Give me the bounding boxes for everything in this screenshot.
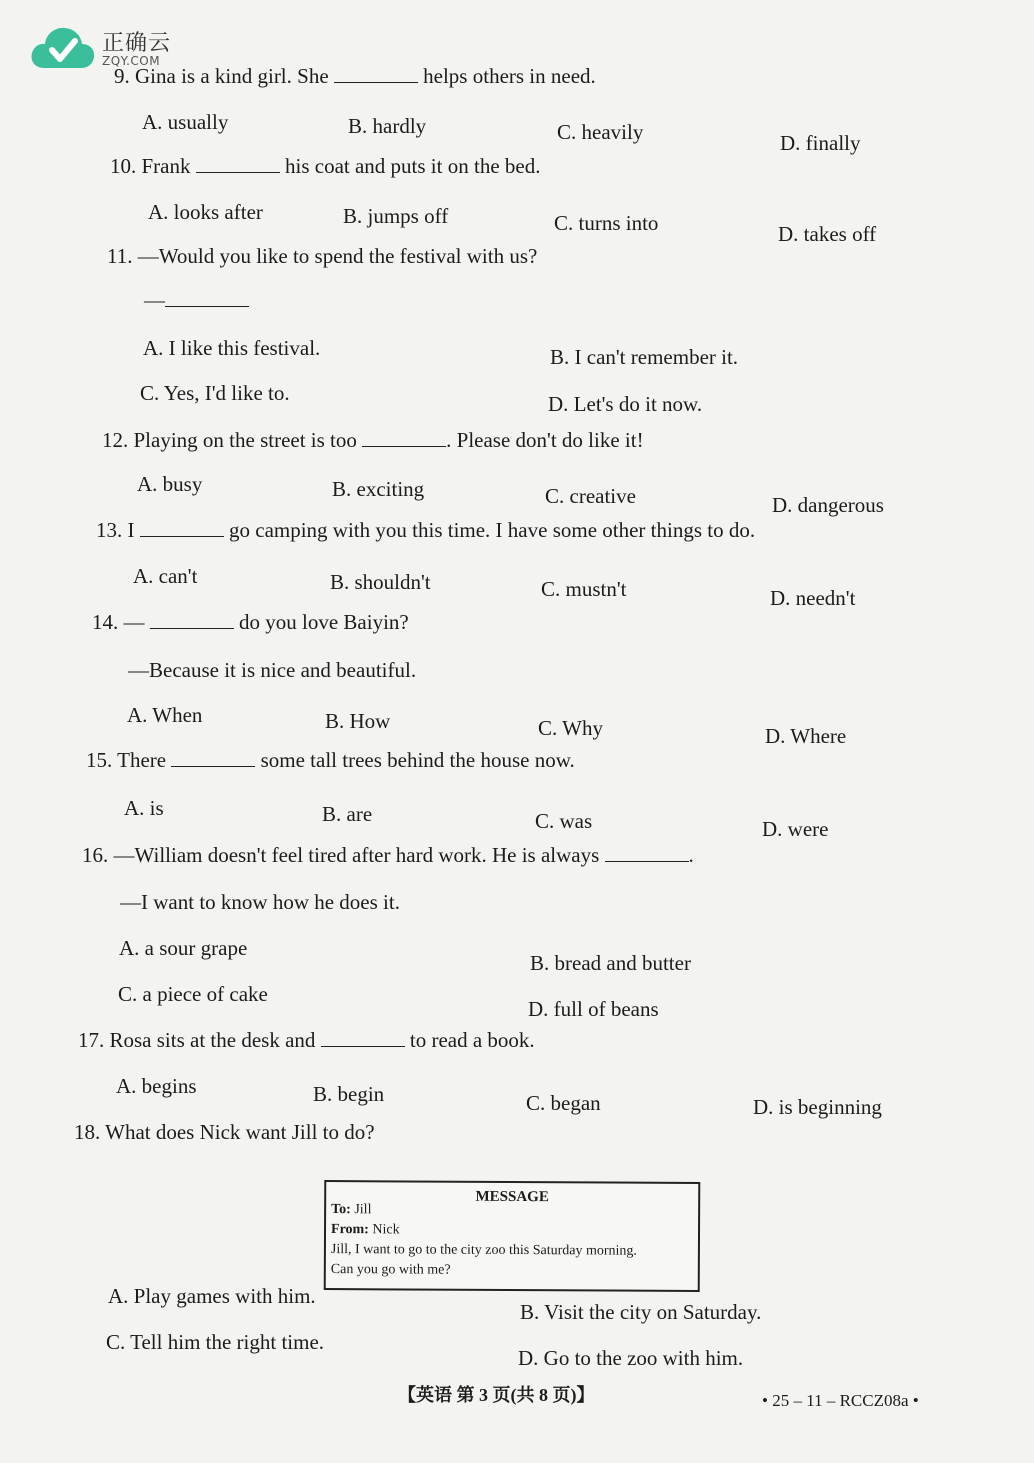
answer-blank[interactable] [196, 156, 280, 173]
question-10 [110, 156, 540, 177]
message-from [331, 1222, 400, 1238]
message-body-line: Jill, I want to go to the city zoo this Saturday morning. [330, 1242, 637, 1259]
option-a[interactable]: A. can't [133, 564, 198, 588]
question-text: go camping with you this time. I have some other things to do. [229, 518, 756, 542]
question-16-reply: —I want to know how he does it. [120, 890, 400, 914]
question-17 [78, 1030, 535, 1051]
question-number: 18. [74, 1120, 101, 1144]
option-c[interactable]: C. turns into [554, 211, 659, 235]
option-a[interactable]: A. When [127, 703, 203, 727]
question-9 [114, 66, 596, 87]
question-text: —Would you like to spend the festival with us? [137, 244, 538, 268]
message-to-label: To: [331, 1202, 351, 1218]
option-a[interactable]: A. looks after [148, 200, 263, 224]
option-d[interactable]: D. dangerous [772, 493, 884, 517]
question-text: to read a book. [409, 1028, 535, 1052]
option-b[interactable]: B. Visit the city on Saturday. [520, 1300, 762, 1324]
option-c[interactable]: C. heavily [557, 120, 644, 144]
question-text: . Please don't do like it! [446, 428, 644, 452]
question-text: . [688, 843, 694, 867]
logo-name: 正确云 [102, 31, 172, 56]
option-b[interactable]: B. exciting [332, 477, 425, 501]
question-text: There [117, 748, 167, 772]
question-number: 15. [86, 748, 113, 772]
answer-blank[interactable] [334, 66, 418, 83]
option-a[interactable]: A. Play games with him. [108, 1284, 316, 1308]
cloud-check-icon [30, 24, 96, 72]
question-15 [86, 750, 575, 771]
option-b[interactable]: B. I can't remember it. [550, 345, 739, 369]
question-number: 14. [92, 610, 119, 634]
question-text: do you love Baiyin? [239, 610, 409, 634]
option-b[interactable]: B. bread and butter [530, 951, 691, 975]
dash: — [123, 610, 145, 634]
answer-blank[interactable] [171, 750, 255, 767]
option-b[interactable]: B. jumps off [343, 204, 449, 228]
answer-blank[interactable] [605, 845, 689, 862]
option-a[interactable]: A. begins [116, 1074, 197, 1098]
option-d[interactable]: D. finally [780, 131, 861, 155]
question-text: Gina is a kind girl. She [135, 64, 329, 88]
question-16 [82, 845, 694, 866]
option-c[interactable]: C. a piece of cake [118, 982, 268, 1006]
dash: — [144, 288, 165, 312]
question-number: 11. [107, 244, 133, 268]
option-b[interactable]: B. begin [313, 1082, 385, 1106]
message-to [331, 1202, 371, 1218]
option-a[interactable]: A. busy [137, 472, 203, 496]
question-number: 16. [82, 843, 109, 867]
message-from-value: Nick [372, 1222, 400, 1238]
question-14-reply: —Because it is nice and beautiful. [128, 658, 417, 682]
question-text: his coat and puts it on the bed. [285, 154, 541, 178]
option-d[interactable]: D. Go to the zoo with him. [518, 1346, 744, 1370]
option-d[interactable]: D. were [762, 817, 829, 841]
question-text: Rosa sits at the desk and [109, 1028, 316, 1052]
message-title: MESSAGE [475, 1188, 549, 1206]
option-d[interactable]: D. Where [765, 724, 847, 748]
question-text: I [127, 518, 135, 542]
page-footer-code: • 25 – 11 – RCCZ08a • [762, 1391, 919, 1410]
option-a[interactable]: A. I like this festival. [143, 336, 321, 360]
option-d[interactable]: D. is beginning [753, 1095, 882, 1119]
question-11 [107, 246, 537, 267]
option-d[interactable]: D. takes off [778, 222, 877, 246]
question-text: Playing on the street is too [133, 428, 357, 452]
question-13 [96, 520, 755, 541]
option-d[interactable]: D. Let's do it now. [548, 392, 703, 416]
option-c[interactable]: C. was [535, 809, 593, 833]
question-text: What does Nick want Jill to do? [105, 1120, 375, 1144]
option-c[interactable]: C. creative [545, 484, 636, 508]
question-11-reply [144, 290, 249, 311]
message-from-label: From: [330, 1222, 369, 1238]
option-c[interactable]: C. Tell him the right time. [106, 1330, 325, 1354]
page-footer-label: 【英语 第 3 页(共 8 页)】 [398, 1385, 595, 1405]
question-text: some tall trees behind the house now. [260, 748, 575, 772]
logo-url: ZQY.COM [102, 54, 161, 68]
option-d[interactable]: D. needn't [770, 586, 856, 610]
answer-blank[interactable] [165, 290, 249, 307]
option-b[interactable]: B. hardly [348, 114, 427, 138]
question-text: Frank [141, 154, 191, 178]
question-12 [102, 430, 644, 451]
option-c[interactable]: C. began [526, 1091, 601, 1115]
option-a[interactable]: A. usually [142, 110, 229, 134]
option-b[interactable]: B. are [322, 802, 373, 826]
message-box [324, 1180, 701, 1292]
option-c[interactable]: C. Yes, I'd like to. [140, 381, 290, 405]
option-c[interactable]: C. Why [538, 716, 603, 740]
question-text: —William doesn't feel tired after hard work. He is always [113, 843, 600, 867]
answer-blank[interactable] [321, 1030, 405, 1047]
answer-blank[interactable] [140, 520, 224, 537]
question-number: 17. [78, 1028, 105, 1052]
answer-blank[interactable] [362, 430, 446, 447]
question-14 [92, 612, 409, 633]
option-b[interactable]: B. shouldn't [330, 570, 431, 594]
option-a[interactable]: A. a sour grape [119, 936, 248, 960]
answer-blank[interactable] [150, 612, 234, 629]
question-number: 10. [110, 154, 137, 178]
message-body-line: Can you go with me? [330, 1262, 451, 1278]
option-a[interactable]: A. is [124, 796, 164, 820]
question-number: 13. [96, 518, 123, 542]
message-to-value: Jill [354, 1202, 372, 1218]
option-c[interactable]: C. mustn't [541, 577, 627, 601]
question-number: 9. [114, 64, 130, 88]
option-b[interactable]: B. How [325, 709, 391, 733]
question-number: 12. [102, 428, 129, 452]
question-18 [74, 1122, 375, 1143]
question-text: helps others in need. [423, 64, 596, 88]
option-d[interactable]: D. full of beans [528, 997, 659, 1021]
